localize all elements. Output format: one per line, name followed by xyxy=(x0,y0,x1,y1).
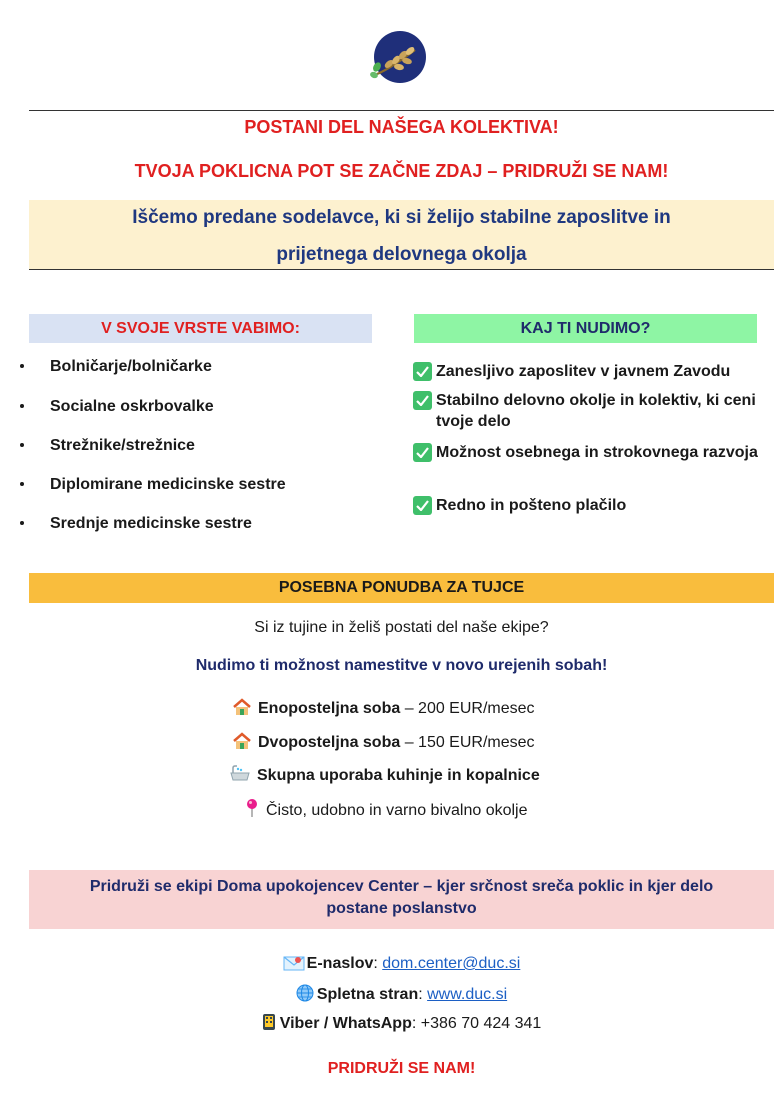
web-row: Spletna stran: www.duc.si xyxy=(29,984,774,1007)
check-icon xyxy=(413,362,432,381)
email-link[interactable]: dom.center@duc.si xyxy=(382,955,521,972)
bullet-icon xyxy=(20,482,24,486)
list-item: Čisto, udobno in varno bivalno okolje xyxy=(244,798,528,823)
intro-divider xyxy=(29,269,774,270)
intro-line-2: prijetnega delovnega okolja xyxy=(276,244,527,265)
intro-band xyxy=(29,200,774,269)
join-line-1: Pridruži se ekipi Doma upokojencev Center – kjer srčnost sreča poklic in kjer delo xyxy=(89,878,714,895)
tujci-heading: POSEBNA PONUDBA ZA TUJCE xyxy=(29,573,774,603)
bathtub-icon xyxy=(229,765,251,788)
email-row: E-naslov: dom.center@duc.si xyxy=(29,955,774,976)
subtitle: TVOJA POKLICNA POT SE ZAČNE ZDAJ – PRIDRUŽI SE NAM! xyxy=(134,161,669,181)
leaf-branch-logo-icon xyxy=(369,30,427,88)
join-line-2: postane poslanstvo xyxy=(326,900,477,917)
phone-number[interactable]: +386 70 424 341 xyxy=(420,1015,542,1032)
list-item: Enoposteljna soba – 200 EUR/mesec xyxy=(232,698,535,721)
join-band xyxy=(29,870,774,929)
phone-row: Viber / WhatsApp: +386 70 424 341 xyxy=(29,1013,774,1036)
top-divider xyxy=(29,110,774,111)
list-item: Skupna uporaba kuhinje in kopalnice xyxy=(229,765,540,788)
house-icon xyxy=(232,698,252,721)
tujci-question: Si iz tujine in želiš postati del naše ekipe? xyxy=(254,619,549,636)
pin-icon xyxy=(244,798,260,823)
check-icon xyxy=(413,443,432,462)
bullet-icon xyxy=(20,443,24,447)
bullet-icon xyxy=(20,364,24,368)
phone-icon xyxy=(262,1013,276,1036)
envelope-icon xyxy=(283,955,305,976)
join-cta: PRIDRUŽI SE NAM! xyxy=(327,1060,476,1077)
check-icon xyxy=(413,391,432,410)
globe-icon xyxy=(296,984,314,1007)
main-title: POSTANI DEL NAŠEGA KOLEKTIVA! xyxy=(244,117,559,137)
bullet-icon xyxy=(20,521,24,525)
house-icon xyxy=(232,732,252,755)
bullet-icon xyxy=(20,404,24,408)
nudimo-heading: KAJ TI NUDIMO? xyxy=(414,314,757,343)
list-item: Dvoposteljna soba – 150 EUR/mesec xyxy=(232,732,535,755)
tujci-offer: Nudimo ti možnost namestitve v novo urejenih sobah! xyxy=(195,657,608,674)
intro-line-1: Iščemo predane sodelavce, ki si želijo stabilne zaposlitve in xyxy=(132,207,671,228)
vrste-heading: V SVOJE VRSTE VABIMO: xyxy=(29,314,372,343)
website-link[interactable]: www.duc.si xyxy=(427,986,508,1003)
check-icon xyxy=(413,496,432,515)
